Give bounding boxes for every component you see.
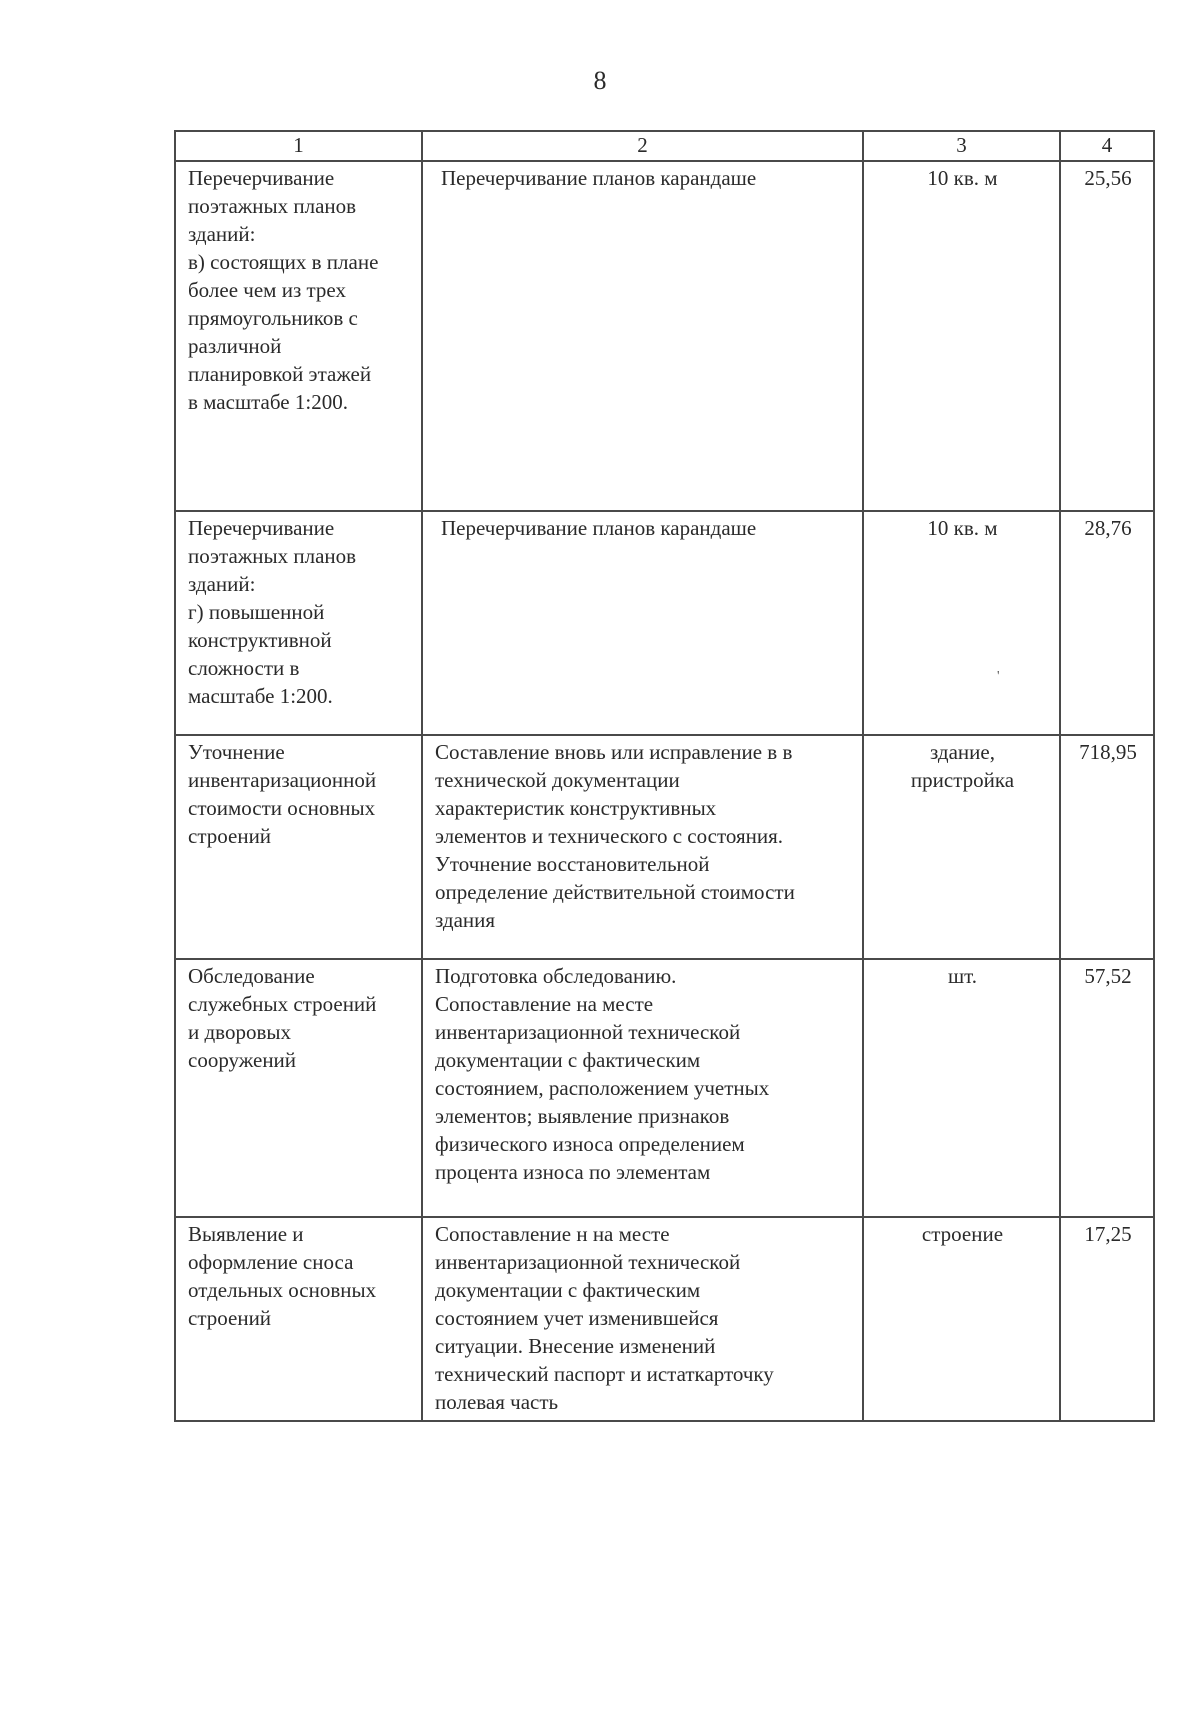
price-cell xyxy=(1060,161,1154,511)
price-cell xyxy=(1060,511,1154,735)
work-name-cell xyxy=(175,511,422,735)
work-description-cell xyxy=(422,735,863,959)
price-cell xyxy=(1060,735,1154,959)
work-description-cell xyxy=(422,511,863,735)
table-header-row xyxy=(175,131,1154,161)
table-row xyxy=(175,511,1154,735)
price: 17,25 xyxy=(1084,1222,1132,1246)
work-description: Составление вновь или исправление в в технической документации характеристик конструктивных элементов и технического с состояния. Уточнение восстановительной определение действительной стоимости здания xyxy=(435,740,795,932)
table-row xyxy=(175,735,1154,959)
scan-speck: ' xyxy=(997,669,1000,684)
unit-cell xyxy=(863,511,1060,735)
work-name-cell xyxy=(175,959,422,1217)
work-name: Обследование служебных строений и дворовых сооружений xyxy=(188,964,377,1072)
work-description: Сопоставление н на месте инвентаризационной технической документации с фактическим состоянием учет изменившейся ситуации. Внесение изменений технический паспорт и истаткарточку полевая часть xyxy=(435,1222,774,1414)
table-row xyxy=(175,161,1154,511)
price: 25,56 xyxy=(1084,166,1132,190)
rates-table xyxy=(174,130,1155,1422)
unit-cell xyxy=(863,735,1060,959)
work-description-cell xyxy=(422,1217,863,1421)
table-row xyxy=(175,959,1154,1217)
work-name: Уточнение инвентаризационной стоимости основных строений xyxy=(188,740,377,848)
work-name: Перечерчивание поэтажных планов зданий: г) повышенной конструктивной сложности в масштабе 1:200. xyxy=(188,516,357,708)
unit: 10 кв. м xyxy=(927,166,998,190)
price: 28,76 xyxy=(1084,516,1132,540)
work-description: Перечерчивание планов карандаше xyxy=(441,516,757,540)
price: 57,52 xyxy=(1084,964,1132,988)
price-cell xyxy=(1060,959,1154,1217)
work-name: Перечерчивание поэтажных планов зданий: в) состоящих в плане более чем из трех прямоугольников с различной планировкой этажей в масштабе 1:200. xyxy=(188,166,379,414)
column-header-1: 1 xyxy=(175,131,422,161)
column-header-4: 4 xyxy=(1060,131,1154,161)
work-description-cell xyxy=(422,959,863,1217)
work-name-cell xyxy=(175,1217,422,1421)
work-description-cell xyxy=(422,161,863,511)
work-description: Перечерчивание планов карандаше xyxy=(441,166,757,190)
unit-cell xyxy=(863,959,1060,1217)
work-description: Подготовка обследованию. Сопоставление на месте инвентаризационной технической документации с фактическим состоянием, расположением учетных элементов; выявление признаков физического износа определением процента износа по элементам xyxy=(435,964,770,1184)
column-header-3: 3 xyxy=(863,131,1060,161)
unit: здание, пристройка xyxy=(910,740,1015,792)
unit-cell xyxy=(863,1217,1060,1421)
column-header-2: 2 xyxy=(422,131,863,161)
work-name-cell xyxy=(175,161,422,511)
work-name-cell xyxy=(175,735,422,959)
unit: 10 кв. м xyxy=(927,516,998,540)
table-row xyxy=(175,1217,1154,1421)
unit-cell xyxy=(863,161,1060,511)
unit: строение xyxy=(921,1222,1004,1246)
work-name: Выявление и оформление сноса отдельных основных строений xyxy=(188,1222,377,1330)
price-cell xyxy=(1060,1217,1154,1421)
price: 718,95 xyxy=(1079,740,1137,764)
unit: шт. xyxy=(947,964,978,988)
page-number: 8 xyxy=(593,66,607,95)
